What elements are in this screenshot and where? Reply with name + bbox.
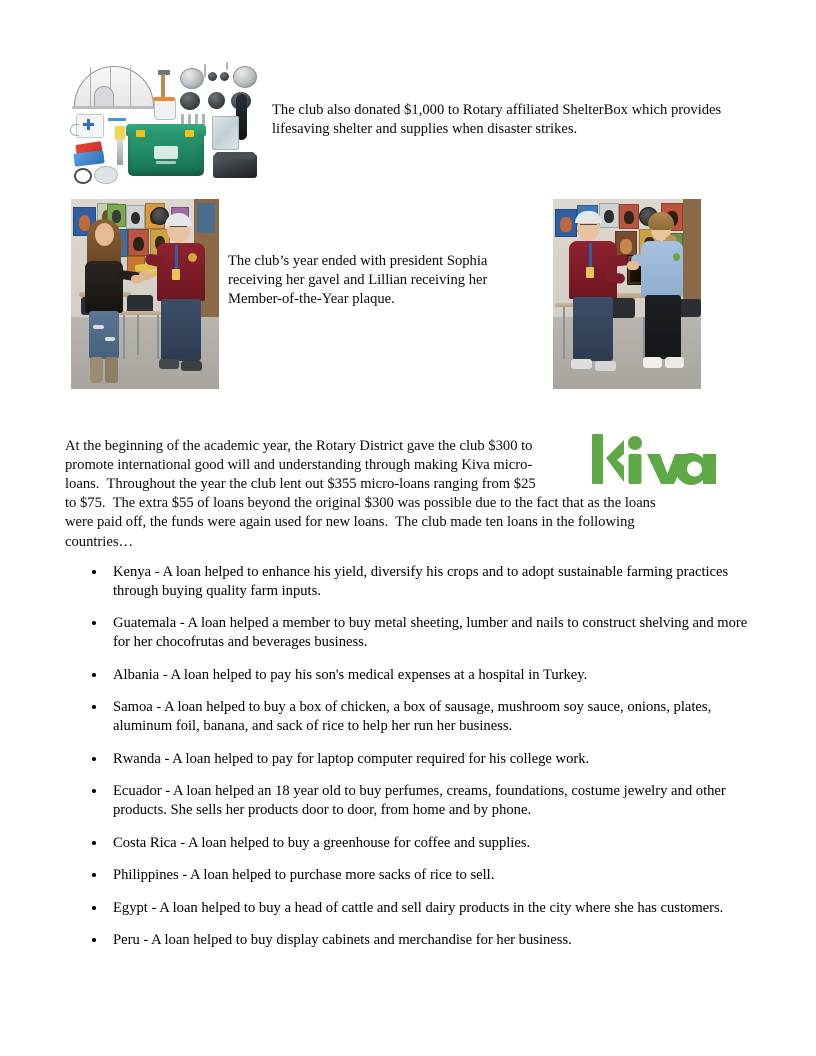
cooking-pot-icon	[180, 92, 200, 110]
rotarian-shoe	[159, 359, 179, 369]
tool-stick-icon	[108, 118, 126, 121]
pot-lid-icon	[220, 72, 229, 81]
student-artwork	[126, 205, 145, 229]
lanyard	[175, 245, 178, 271]
loan-item-text: Guatemala - A loan helped a member to buy metal sheeting, lumber and nails to construct shelving and more for her chocofrutas and beverages business.	[113, 615, 748, 651]
chair-leg	[563, 307, 565, 359]
bucket-handle	[153, 97, 175, 101]
kiva-paragraph-line: were paid off, the funds were again used for new loans. The club made ten loans in the following	[65, 514, 635, 531]
bullet-icon	[92, 873, 96, 877]
kiva-paragraph-line: loans. Throughout the year the club lent out $355 micro-loans ranging from $25	[65, 476, 536, 493]
loan-item-text: Costa Rica - A loan helped to buy a greenhouse for coffee and supplies.	[113, 834, 531, 851]
loan-countries-list	[92, 563, 752, 964]
kiva-paragraph-line: to $75. The extra $55 of loans beyond the original $300 was possible due to the fact that as the loans	[65, 495, 656, 512]
loan-item-text: Egypt - A loan helped to buy a head of cattle and sell dairy products in the city where she has customers.	[113, 899, 724, 916]
loan-item-text: Kenya - A loan helped to enhance his yield, diversify his crops and to adopt sustainable farming practices through buying quality farm inputs.	[113, 564, 729, 599]
student-boot	[105, 357, 118, 383]
chair-leg	[123, 315, 125, 359]
kiva-paragraph-line: At the beginning of the academic year, the Rotary District gave the club $300 to	[65, 438, 533, 454]
box-latch-icon	[136, 130, 145, 137]
utensil-icon	[204, 64, 206, 77]
supply-pack-icon	[73, 150, 104, 167]
bullet-icon	[92, 757, 96, 761]
jeans-rip	[93, 325, 104, 329]
list-item	[92, 931, 752, 950]
utensil-icon	[226, 62, 228, 70]
student-sweatshirt	[641, 241, 683, 297]
tubing-icon	[70, 124, 79, 136]
list-item	[92, 698, 752, 736]
rotarian-shoe	[595, 361, 616, 371]
bullet-icon	[92, 570, 96, 574]
chair-leg	[137, 315, 139, 355]
cooking-pot-icon	[233, 66, 257, 88]
loan-item-text: Rwanda - A loan helped to pay for laptop computer required for his college work.	[113, 750, 590, 767]
awards-paragraph: The club’s year ended with president Sophia receiving her gavel and Lillian receiving her Member-of-the-Year plaque.	[228, 253, 488, 307]
first-aid-kit-icon	[76, 114, 104, 138]
rotarian-shirt	[157, 243, 205, 301]
bullet-icon	[92, 789, 96, 793]
eyeglasses-icon	[170, 226, 187, 231]
list-item	[92, 866, 752, 885]
student-artwork	[555, 209, 577, 237]
cooking-pot-icon	[180, 68, 204, 89]
bullet-icon	[92, 621, 96, 625]
chair-leg	[157, 315, 159, 359]
shelterbox-paragraph: The club also donated $1,000 to Rotary affiliated ShelterBox which provides lifesaving shelter and supplies when disaster strikes.	[272, 102, 722, 137]
list-item	[92, 750, 752, 769]
tent-icon	[74, 66, 154, 109]
rope-coil-icon	[74, 168, 92, 184]
student-hair	[648, 212, 674, 230]
student-pants	[645, 295, 681, 359]
rotarian-pants	[161, 299, 201, 361]
bullet-icon	[92, 938, 96, 942]
tent-base	[72, 106, 154, 109]
rotarian-shoe	[571, 359, 592, 369]
tent-rib	[130, 67, 131, 107]
shelterbox-kit-photo	[68, 56, 261, 188]
loan-item-text: Philippines - A loan helped to purchase more sacks of rice to sell.	[113, 867, 495, 884]
classroom-door	[683, 199, 701, 313]
loan-item-text: Peru - A loan helped to buy display cabinets and merchandise for her business.	[113, 932, 572, 949]
bullet-icon	[92, 673, 96, 677]
classroom-desk	[119, 311, 161, 315]
student-shoe	[643, 357, 662, 368]
list-item	[92, 834, 752, 853]
kiva-paragraph-line: promote international good will and understanding through making Kiva micro-	[65, 457, 533, 474]
rotarian-pants	[573, 297, 613, 361]
list-item	[92, 614, 752, 652]
student-shoe	[665, 357, 684, 368]
bullet-icon	[92, 705, 96, 709]
cooking-pot-icon	[208, 92, 225, 109]
lanyard	[589, 243, 592, 269]
medical-cross-icon	[83, 123, 94, 126]
id-badge	[586, 267, 594, 278]
rotarian-hand	[139, 271, 153, 280]
box-label	[156, 161, 176, 164]
blanket-fold	[215, 152, 255, 159]
tent-rib	[90, 67, 91, 107]
student-boot	[90, 357, 103, 383]
saw-icon	[117, 139, 123, 165]
classroom-chair	[679, 299, 701, 317]
bullet-icon	[92, 906, 96, 910]
rotary-pin-icon	[188, 253, 197, 262]
list-item	[92, 563, 752, 601]
list-item	[92, 899, 752, 918]
student-artwork	[599, 203, 619, 228]
jeans-rip	[105, 337, 115, 341]
student-jacket	[85, 261, 123, 313]
tarp-icon	[212, 116, 239, 150]
door-window	[197, 203, 215, 233]
plaque-award-photo	[553, 199, 701, 389]
bullet-icon	[92, 841, 96, 845]
pot-lid-icon	[208, 72, 217, 81]
id-badge	[172, 269, 180, 280]
list-item	[92, 782, 752, 820]
water-carrier-icon	[94, 166, 118, 184]
kiva-paragraph-line: countries…	[65, 533, 134, 550]
loan-item-text: Albania - A loan helped to pay his son's medical expenses at a hospital in Turkey.	[113, 666, 588, 683]
kiva-logo	[590, 432, 720, 488]
student-head	[95, 223, 114, 246]
loan-item-text: Ecuador - A loan helped an 18 year old to buy perfumes, creams, foundations, costume jewelry and other products. She sells her products door to door, from home and by phone.	[113, 783, 726, 819]
student-artwork	[619, 204, 639, 229]
gavel-award-photo	[71, 199, 219, 389]
student-artwork	[128, 229, 149, 256]
student-hand	[627, 261, 639, 270]
box-logo	[154, 146, 178, 159]
bucket-icon	[154, 98, 176, 120]
student-jeans	[89, 311, 119, 359]
rotarian-shoe	[181, 361, 202, 371]
loan-item-text: Samoa - A loan helped to buy a box of chicken, a box of sausage, mushroom soy sauce, onions, plates, aluminum foil, banana, and sack of rice to help her run her business.	[113, 699, 712, 735]
rotarian-arm	[605, 272, 626, 284]
list-item	[92, 666, 752, 685]
eyeglasses-icon	[580, 224, 597, 229]
tool-label-icon	[115, 126, 125, 140]
box-latch-icon	[185, 130, 194, 137]
sweatshirt-logo	[673, 253, 680, 261]
